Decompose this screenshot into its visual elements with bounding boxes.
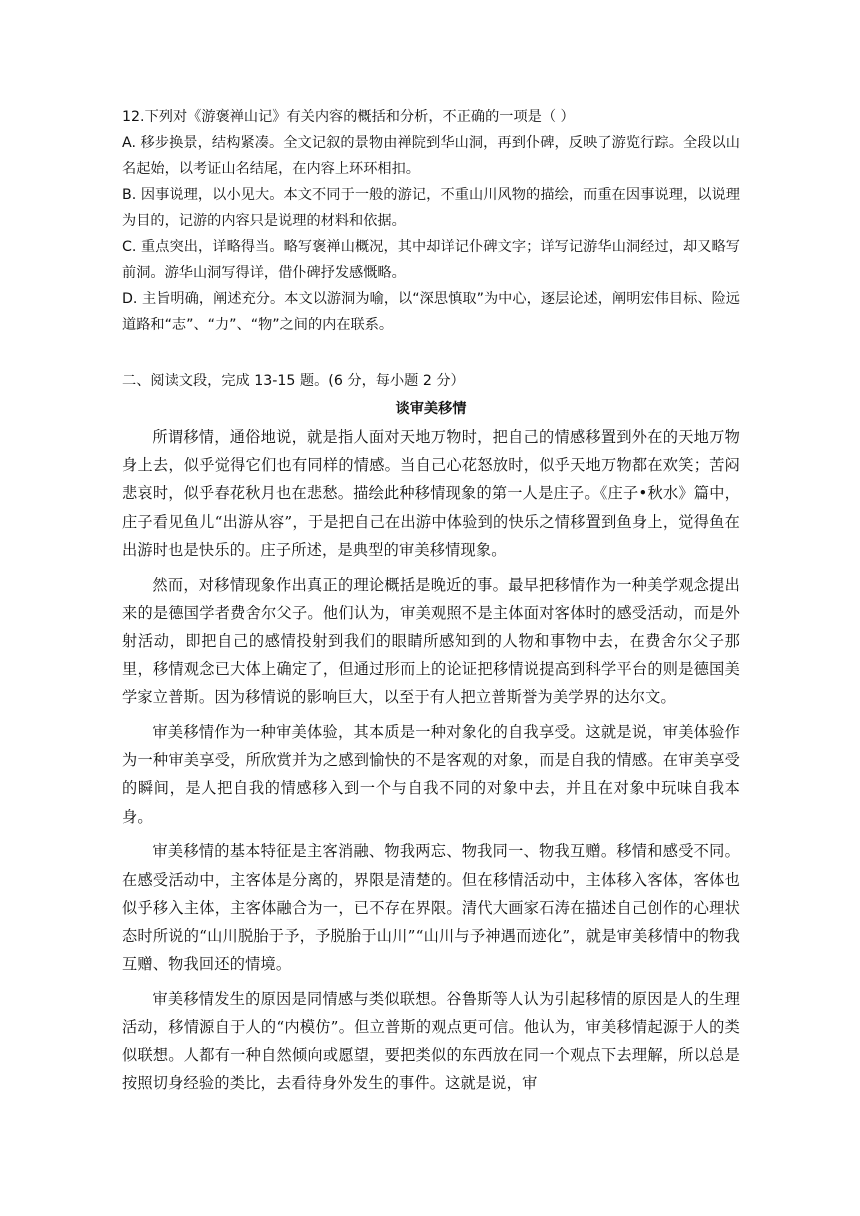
essay-title: 谈审美移情 xyxy=(395,401,467,417)
option-a: A. 移步换景，结构紧凑。全文记叙的景物由禅院到华山洞，再到仆碑，反映了游览行踪。全段以山名起始，以考证山名结尾，在内容上环环相扣。 xyxy=(122,135,740,177)
essay-body xyxy=(122,423,740,1104)
section-2-heading: 二、阅读文段，完成 13-15 题。(6 分，每小题 2 分） xyxy=(122,373,465,389)
essay-paragraph-5: 审美移情发生的原因是同情感与类似联想。谷鲁斯等人认为引起移情的原因是人的生理活动，移情源自于人的“内模仿”。但立普斯的观点更可信。他认为，审美移情起源于人的类似联想。人都有一种自然倾向或愿望，要把类似的东西放在同一个观点下去理解，所以总是按照切身经验的类比，去看待身外发生的事件。这就是说，审 xyxy=(122,989,740,1093)
essay-paragraph-3: 审美移情作为一种审美体验，其本质是一种对象化的自我享受。这就是说，审美体验作为一种审美享受，所欣赏并为之感到愉快的不是客观的对象，而是自我的情感。在审美享受的瞬间，是人把自我的情感移入到一个与自我不同的对象中去，并且在对象中玩味自我本身。 xyxy=(122,723,740,826)
essay-paragraph-4: 审美移情的基本特征是主客消融、物我两忘、物我同一、物我互赠。移情和感受不同。在感受活动中，主客体是分离的，界限是清楚的。但在移情活动中，主体移入客体，客体也似乎移入主体，主客体融合为一，已不存在界限。清代大画家石涛在描述自己创作的心理状态时所说的“山川脱胎于予，予脱胎于山川”“山川与予神遇而迹化”，就是审美移情中的物我互赠、物我回还的情境。 xyxy=(122,842,740,974)
essay-paragraph-2: 然而，对移情现象作出真正的理论概括是晚近的事。最早把移情作为一种美学观念提出来的是德国学者费舍尔父子。他们认为，审美观照不是主体面对客体时的感受活动，而是外射活动，即把自己的感情投射到我们的眼睛所感知到的人物和事物中去，在费舍尔父子那里，移情观念已大体上确定了，但通过形而上的论证把移情说提高到科学平台的则是德国美学家立普斯。因为移情说的影响巨大，以至于有人把立普斯誉为美学界的达尔文。 xyxy=(122,575,740,707)
option-d: D. 主旨明确，阐述充分。本文以游洞为喻，以“深思慎取”为中心，逐层论述，阐明宏伟目标、险远道路和“志”、“力”、“物”之间的内在联系。 xyxy=(122,291,740,333)
option-c: C. 重点突出，详略得当。略写褒禅山概况，其中却详记仆碑文字；详写记游华山洞经过，却又略写前洞。游华山洞写得详，借仆碑抒发感慨略。 xyxy=(122,239,740,281)
question-12-stem: 12.下列对《游褒禅山记》有关内容的概括和分析，不正确的一项是（ ） xyxy=(122,109,575,125)
option-b: B. 因事说理，以小见大。本文不同于一般的游记，不重山川风物的描绘，而重在因事说理，以说理为目的，记游的内容只是说理的材料和依据。 xyxy=(122,187,740,229)
document-page xyxy=(122,104,740,1093)
essay-paragraph-1: 所谓移情，通俗地说，就是指人面对天地万物时，把自己的情感移置到外在的天地万物身上去，似乎觉得它们也有同样的情感。当自己心花怒放时，似乎天地万物都在欢笑；苦闷悲哀时，似乎春花秋月也在悲愁。描绘此种移情现象的第一人是庄子。《庄子•秋水》篇中，庄子看见鱼儿“出游从容”，于是把自己在出游中体验到的快乐之情移置到鱼身上，觉得鱼在出游时也是快乐的。庄子所述，是典型的审美移情现象。 xyxy=(122,428,740,559)
question-12 xyxy=(122,104,740,338)
